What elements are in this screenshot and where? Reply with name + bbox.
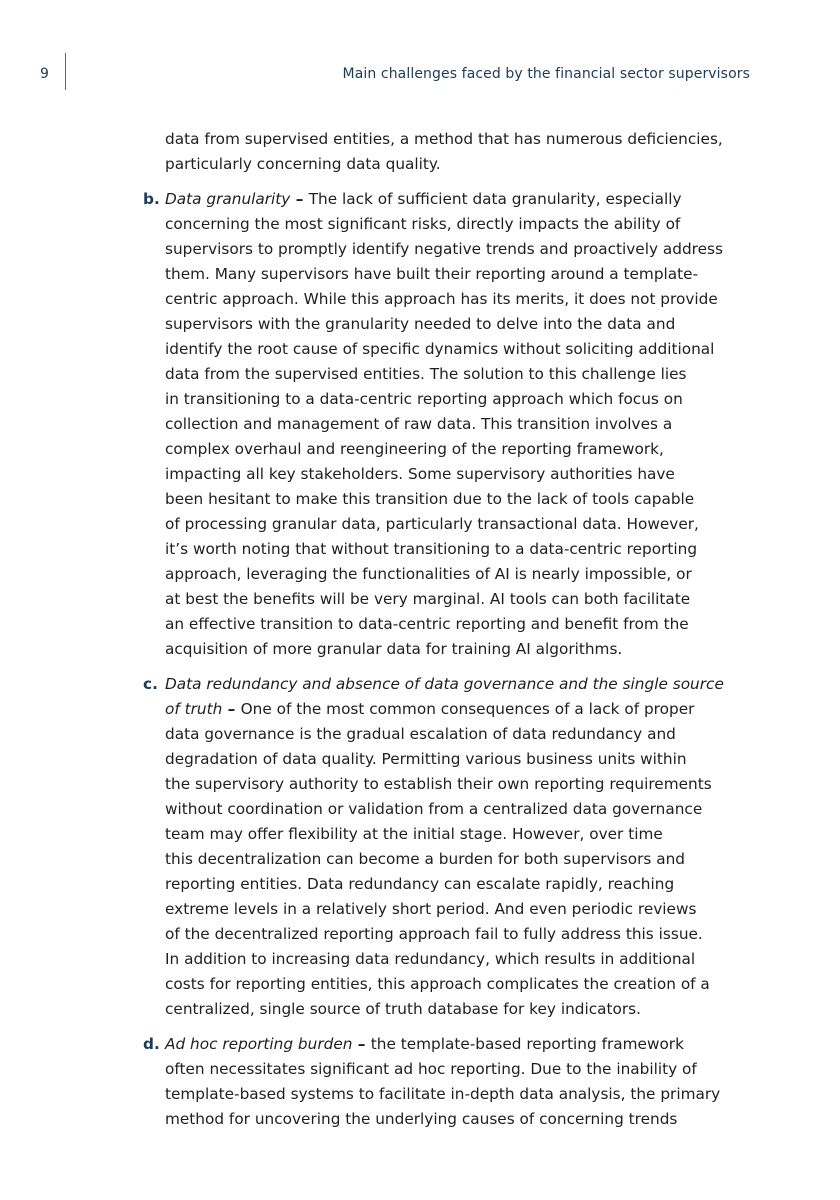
text-line: extreme levels in a relatively short period. And even periodic reviews (165, 900, 697, 918)
text-line: particularly concerning data quality. (165, 155, 441, 173)
list-item-c (143, 672, 745, 1022)
text-line: it’s worth noting that without transitioning to a data-centric reporting (165, 540, 698, 558)
page-number: 9 (40, 66, 49, 82)
text-line: In addition to increasing data redundancy, which results in additional (165, 950, 696, 968)
item-term: Data redundancy and absence of data governance and the single source (165, 675, 724, 693)
text-line: method for uncovering the underlying causes of concerning trends (165, 1110, 678, 1128)
text-line: collection and management of raw data. This transition involves a (165, 415, 673, 433)
text-line: an effective transition to data-centric reporting and benefit from the (165, 615, 689, 633)
text-line: concerning the most significant risks, directly impacts the ability of (165, 215, 681, 233)
text-line: the supervisory authority to establish their own reporting requirements (165, 775, 712, 793)
item-text: One of the most common consequences of a lack of proper (240, 700, 695, 718)
list-item-b (143, 187, 745, 662)
text-line: complex overhaul and reengineering of the reporting framework, (165, 440, 664, 458)
text-line: reporting entities. Data redundancy can escalate rapidly, reaching (165, 875, 675, 893)
text-line: been hesitant to make this transition due to the lack of tools capable (165, 490, 695, 508)
text-line: in transitioning to a data-centric reporting approach which focus on (165, 390, 683, 408)
text-line: them. Many supervisors have built their reporting around a template- (165, 265, 699, 283)
text-line: centralized, single source of truth database for key indicators. (165, 1000, 641, 1018)
text-line: degradation of data quality. Permitting various business units within (165, 750, 687, 768)
text-line: costs for reporting entities, this approach complicates the creation of a (165, 975, 710, 993)
text-line: identify the root cause of specific dynamics without soliciting additional (165, 340, 715, 358)
item-term: Data granularity (165, 190, 291, 208)
document-body (143, 127, 745, 1132)
text-line: team may offer flexibility at the initial stage. However, over time (165, 825, 663, 843)
list-marker: d. (143, 1035, 160, 1053)
em-dash: – (290, 190, 309, 208)
text-line: of processing granular data, particularly transactional data. However, (165, 515, 699, 533)
continuation-paragraph (165, 127, 745, 177)
list-item-d (143, 1032, 745, 1132)
text-line (165, 697, 745, 722)
item-lines (165, 212, 745, 662)
text-line (165, 1032, 745, 1057)
list-marker: c. (143, 675, 158, 693)
text-line: template-based systems to facilitate in-depth data analysis, the primary (165, 1085, 721, 1103)
text-line: approach, leveraging the functionalities of AI is nearly impossible, or (165, 565, 692, 583)
list-marker: b. (143, 190, 160, 208)
text-line: impacting all key stakeholders. Some supervisory authorities have (165, 465, 675, 483)
item-term: of truth (165, 700, 223, 718)
text-line: without coordination or validation from a centralized data governance (165, 800, 703, 818)
item-term: Ad hoc reporting burden (165, 1035, 353, 1053)
em-dash: – (352, 1035, 371, 1053)
text-line: centric approach. While this approach has its merits, it does not provide (165, 290, 718, 308)
text-line: of the decentralized reporting approach fail to fully address this issue. (165, 925, 703, 943)
text-line (165, 187, 745, 212)
item-lines (165, 722, 745, 1022)
text-line: data from supervised entities, a method that has numerous deficiencies, (165, 130, 723, 148)
item-text: The lack of sufficient data granularity, especially (308, 190, 682, 208)
text-line: acquisition of more granular data for training AI algorithms. (165, 640, 623, 658)
text-line: supervisors to promptly identify negative trends and proactively address (165, 240, 723, 258)
header-divider (65, 53, 66, 90)
em-dash: – (222, 700, 241, 718)
item-text: the template-based reporting framework (370, 1035, 684, 1053)
text-line: data governance is the gradual escalation of data redundancy and (165, 725, 676, 743)
running-title: Main challenges faced by the financial sector supervisors (342, 66, 750, 82)
text-line: often necessitates significant ad hoc reporting. Due to the inability of (165, 1060, 697, 1078)
item-lines (165, 1057, 745, 1132)
text-line: supervisors with the granularity needed to delve into the data and (165, 315, 676, 333)
text-line: data from the supervised entities. The solution to this challenge lies (165, 365, 687, 383)
text-line: at best the benefits will be very marginal. AI tools can both facilitate (165, 590, 691, 608)
text-line: this decentralization can become a burden for both supervisors and (165, 850, 686, 868)
